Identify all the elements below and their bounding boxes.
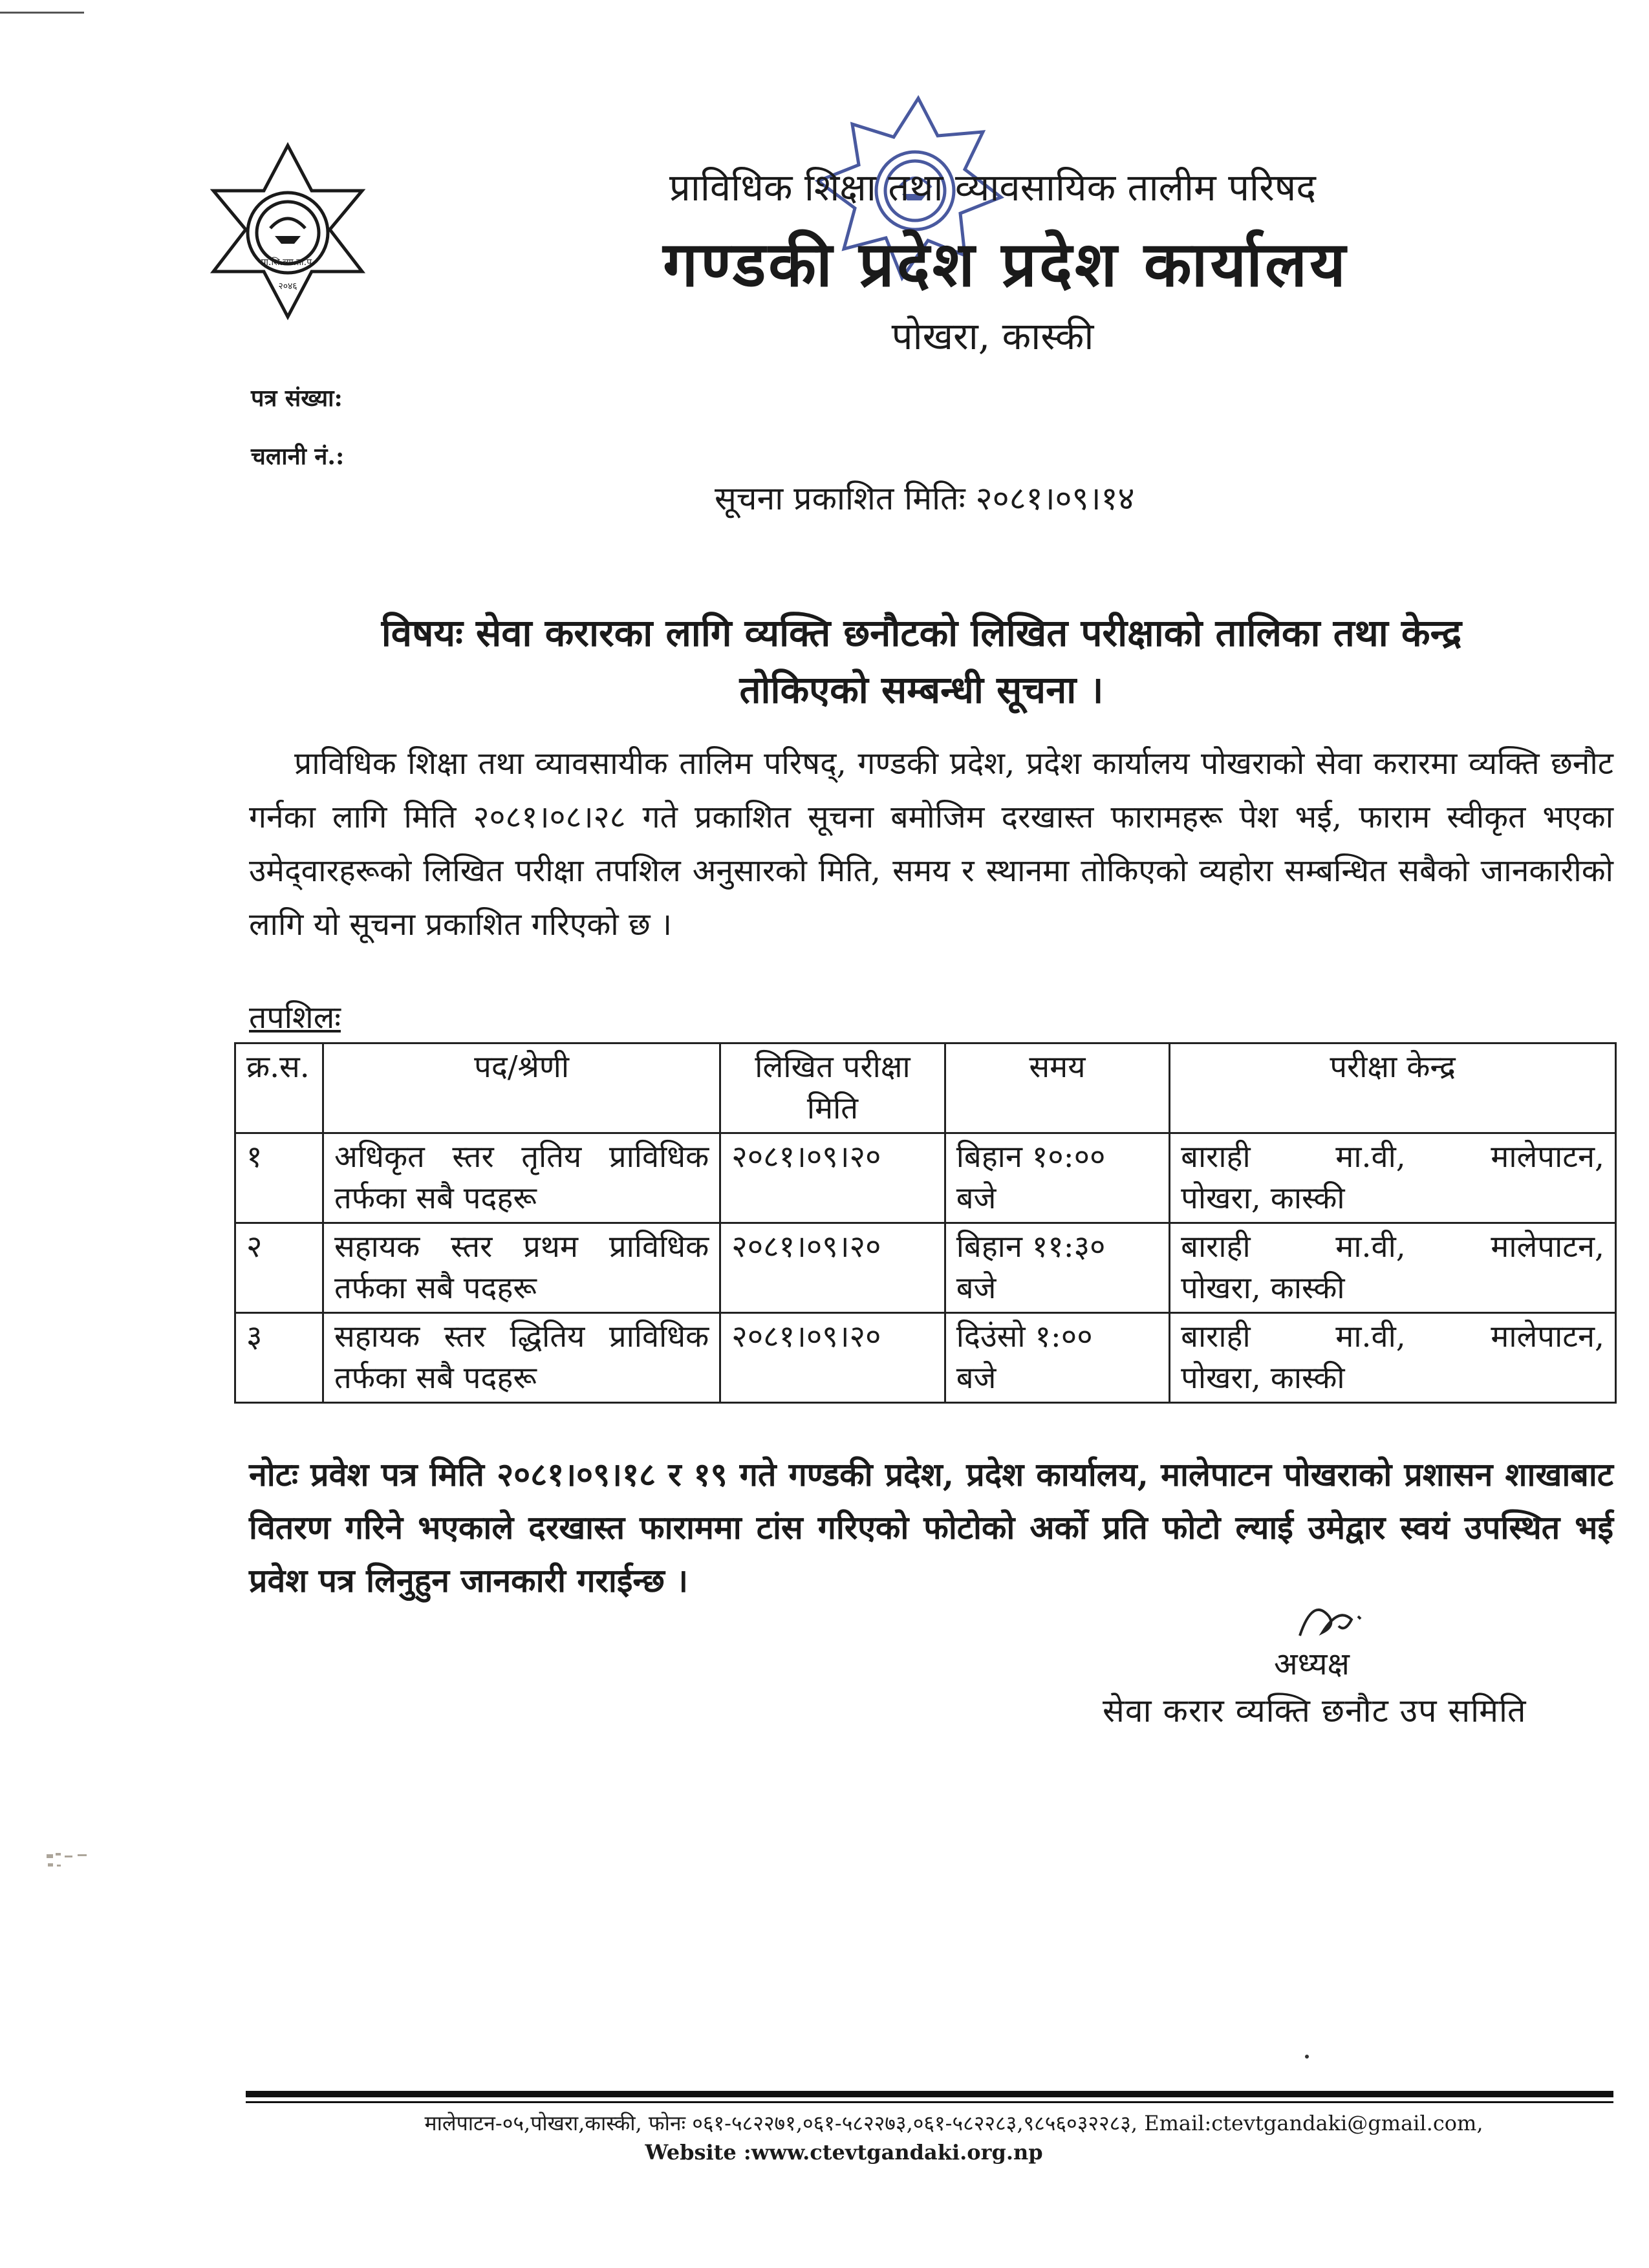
time-value: दिउंसो १:०० [956, 1319, 1093, 1354]
table-row [235, 1133, 1616, 1223]
center-line-1 [1181, 1316, 1604, 1358]
header-post: पद/श्रेणी [323, 1043, 720, 1133]
center-school: बाराही [1181, 1139, 1251, 1175]
footer-rule-thick [246, 2091, 1613, 2097]
cell-center [1170, 1313, 1616, 1403]
notice-subject [278, 604, 1565, 718]
time-suffix: बजे [956, 1181, 997, 1216]
subject-line-2: तोकिएको सम्बन्धी सूचना । [739, 668, 1104, 712]
signatory-committee: सेवा करार व्यक्ति छनौट उप समिति [1103, 1692, 1527, 1729]
time-value: बिहान ११:३० [956, 1229, 1106, 1265]
center-line-1 [1181, 1226, 1604, 1268]
header-sn: क्र.स. [235, 1043, 323, 1133]
table-row [235, 1223, 1616, 1313]
header-exam-date: लिखित परीक्षा मिति [720, 1043, 945, 1133]
center-school: बाराही [1181, 1229, 1251, 1265]
office-location: पोखरा, कास्की [891, 314, 1094, 358]
cell-center [1170, 1223, 1616, 1313]
cell-time [945, 1223, 1169, 1313]
schedule-label: तपशिलः [249, 1000, 341, 1036]
table-row [235, 1313, 1616, 1403]
letter-number-label: पत्र संख्या: [251, 385, 343, 412]
body-paragraph: प्राविधिक शिक्षा तथा व्यावसायीक तालिम परिषद्, गण्डकी प्रदेश, प्रदेश कार्यालय पोखराको सेवा करारमा व्यक्ति छनौट गर्नका लागि मिति २०८१।०८।२८ गते प्रकाशित सूचना बमोजिम दरखास्त फारामहरू पेश भई, फाराम स्वीकृत भएका उमेद्‌वारहरूको लिखित परीक्षा तपशिल अनुसारको मिति, समय र स्थानमा तोकिएको व्यहोरा सम्बन्धित सबैको जानकारीको लागि यो सूचना प्रकाशित गरिएको छ । [249, 745, 1613, 943]
time-value: बिहान १०:०० [956, 1139, 1106, 1175]
time-suffix: बजे [956, 1360, 997, 1396]
publication-date: सूचना प्रकाशित मितिः २०८१।०९।१४ [715, 480, 1135, 517]
subject-line-1: विषयः सेवा करारका लागि व्यक्ति छनौटको लिखित परीक्षाको तालिका तथा केन्द्र [381, 611, 1462, 655]
header-center: परीक्षा केन्द्र [1170, 1043, 1616, 1133]
cell-exam-date: २०८१।०९।२० [720, 1313, 945, 1403]
cell-exam-date: २०८१।०९।२० [720, 1223, 945, 1313]
admit-card-note: नोटः प्रवेश पत्र मिति २०८१।०९।१८ र १९ गते गण्डकी प्रदेश, प्रदेश कार्यालय, मालेपाटन पोखराको प्रशासन शाखाबाट वितरण गरिने भएकाले दरखास्त फाराममा टांस गरिएको फोटोको अर्को प्रति फोटो ल्याई उमेद्वार स्वयं उपस्थित भई प्रवेश पत्र लिनुहुन जानकारी गराईन्छ । [249, 1455, 1613, 1599]
center-type: मा.वी, [1335, 1139, 1406, 1175]
signatory-title: अध्यक्ष [1274, 1646, 1350, 1682]
emblem-text: प्रा.शि.व्या.ता.प. [261, 257, 315, 268]
center-area: मालेपाटन, [1491, 1139, 1604, 1175]
dispatch-number-label: चलानी नं.: [251, 443, 345, 470]
footer-contact: मालेपाटन-०५,पोखरा,कास्की, फोनः ०६१-५८२२७१,०६१-५८२२७३,०६१-५८२२८३,९८५६०३२२८३, Email:ctevtgandaki@gmail.com, [424, 2111, 1483, 2135]
center-school: बाराही [1181, 1319, 1251, 1354]
cell-post: अधिकृत स्तर तृतिय प्राविधिक तर्फका सबै पदहरू [323, 1133, 720, 1223]
footer-website: Website :www.ctevtgandaki.org.np [645, 2140, 1043, 2165]
footer-rule-thin [246, 2101, 1613, 2103]
cell-time [945, 1313, 1169, 1403]
center-line-2: पोखरा, कास्की [1181, 1360, 1345, 1396]
handwritten-signature [1287, 1590, 1384, 1649]
cell-post: सहायक स्तर प्रथम प्राविधिक तर्फका सबै पदहरू [323, 1223, 720, 1313]
time-suffix: बजे [956, 1270, 997, 1306]
cell-sn: २ [235, 1223, 323, 1313]
cell-sn: १ [235, 1133, 323, 1223]
center-line-1 [1181, 1137, 1604, 1178]
cell-sn: ३ [235, 1313, 323, 1403]
center-type: मा.वी, [1335, 1229, 1406, 1265]
emblem-year: २०४६ [278, 281, 297, 292]
scan-edge-line [0, 12, 84, 14]
center-type: मा.वी, [1335, 1319, 1406, 1354]
header-time: समय [945, 1043, 1169, 1133]
cell-time [945, 1133, 1169, 1223]
table-header-row [235, 1043, 1616, 1133]
organization-name: प्राविधिक शिक्षा तथा व्यावसायिक तालीम परिषद [669, 166, 1317, 209]
exam-schedule-table [234, 1042, 1617, 1404]
center-line-2: पोखरा, कास्की [1181, 1270, 1345, 1306]
scan-smudge [45, 1849, 103, 1875]
office-name: गण्डकी प्रदेश प्रदेश कार्यालय [663, 228, 1348, 301]
center-area: मालेपाटन, [1491, 1319, 1604, 1354]
center-line-2: पोखरा, कास्की [1181, 1181, 1345, 1216]
cell-center [1170, 1133, 1616, 1223]
cell-post: सहायक स्तर द्धितिय प्राविधिक तर्फका सबै पदहरू [323, 1313, 720, 1403]
cell-exam-date: २०८१।०९।२० [720, 1133, 945, 1223]
scan-speck [1305, 2055, 1309, 2059]
center-area: मालेपाटन, [1491, 1229, 1604, 1265]
